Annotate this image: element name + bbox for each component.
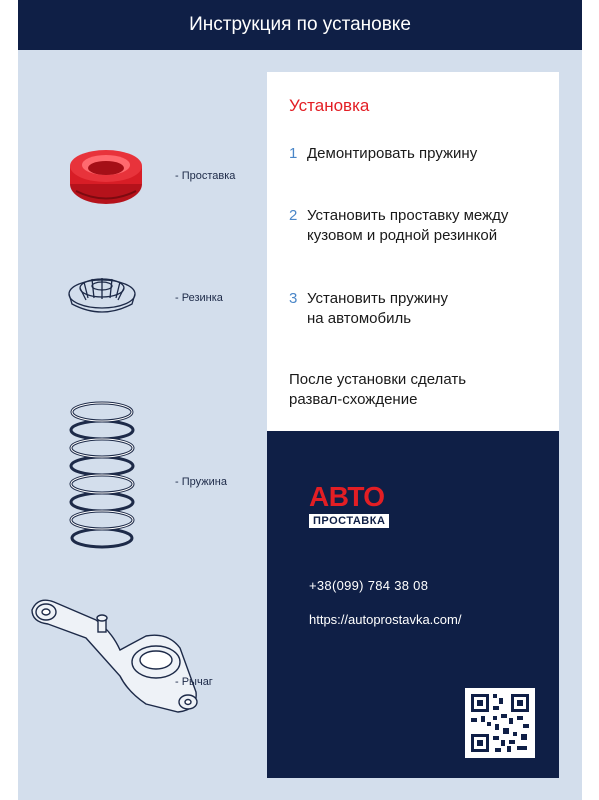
phone-number[interactable]: +38(099) 784 38 08 [309,578,429,593]
page-header [18,0,582,50]
spring-icon [66,398,138,554]
part-label-spring: - Пружина [175,476,227,488]
step-3 [289,289,448,329]
contact-panel [267,431,559,778]
parts-list [18,50,266,800]
qr-code-icon [465,688,535,758]
part-label-spacer: - Проставка [175,170,236,182]
part-control-arm [18,590,266,730]
part-spring [18,396,266,556]
step-number: 2 [289,207,298,224]
step-text: Демонтировать пружину [307,145,478,162]
logo-wordmark: АВТО [309,481,385,512]
part-rubber [18,262,266,332]
website-link[interactable]: https://autoprostavka.com/ [309,612,462,627]
control-arm-icon [28,592,208,724]
part-spacer [18,138,266,218]
install-title: Установка [289,96,370,115]
brand-logo [309,483,389,529]
after-install-note: После установки сделать развал-схождение [289,371,467,408]
step-number: 3 [289,290,298,307]
page-title: Инструкция по установке [189,14,411,35]
instruction-sheet [18,0,582,800]
rubber-mount-icon [66,264,138,326]
step-1 [289,144,477,164]
step-text: Установить проставку между кузовом и родной резинкой [307,207,509,244]
step-text: Установить пружину на автомобиль [307,290,449,327]
spacer-icon [66,144,146,210]
step-2 [289,206,508,246]
install-card [267,72,559,431]
part-label-control-arm: - Рычаг [175,676,213,688]
step-number: 1 [289,145,298,162]
logo-subtitle: ПРОСТАВКА [309,514,389,528]
part-label-rubber: - Резинка [175,292,223,304]
